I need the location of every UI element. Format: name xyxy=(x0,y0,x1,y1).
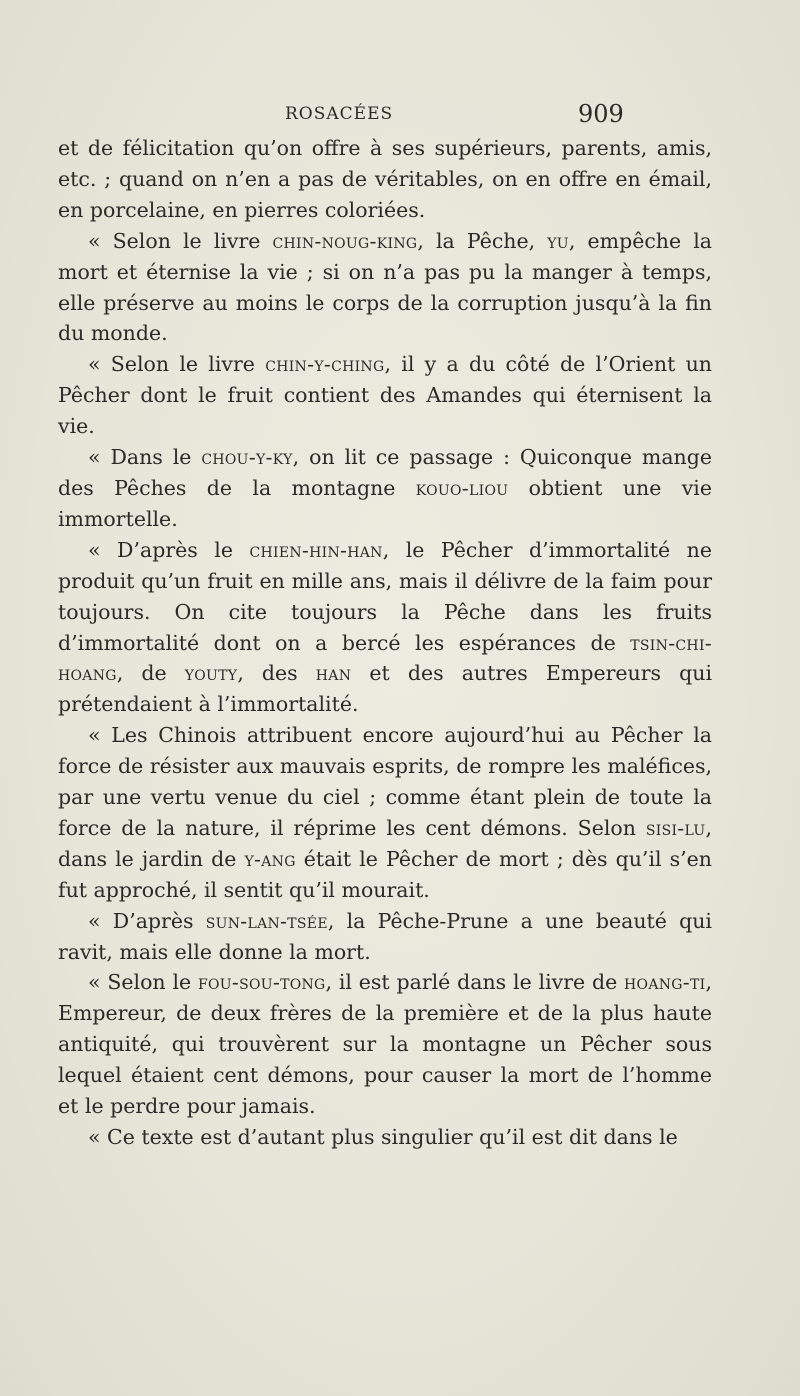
text-run: , dans le jardin de xyxy=(58,815,712,871)
text-run: et de félicitation qu’on offre à ses supérieurs, parents, amis, etc. ; quand on n’en a pas de véritables, on en offre en émail, en porcelaine, en pierres coloriées. xyxy=(58,136,712,222)
small-caps-name: sun-lan-tsée xyxy=(205,908,328,933)
small-caps-name: han xyxy=(315,661,352,686)
page-number: 909 xyxy=(578,100,624,128)
text-run: , il est parlé dans le livre de xyxy=(325,970,625,995)
small-caps-name: chin-noug-king xyxy=(272,228,418,253)
text-run: , il y a du côté de l’Orient un Pêcher dont le fruit contient des Amandes qui éternisent la vie. xyxy=(58,352,712,439)
small-caps-name: yu xyxy=(547,228,569,253)
paragraph xyxy=(58,133,712,226)
text-run: « Selon le livre xyxy=(88,352,266,377)
text-run: « Ce texte est d’autant plus singulier qu’il est dit dans le xyxy=(88,1125,678,1149)
text-run: , la Pêche-Prune a une beauté qui ravit, mais elle donne la mort. xyxy=(58,908,712,964)
running-head xyxy=(0,100,800,130)
paragraph xyxy=(58,906,712,968)
text-run: était le Pêcher de mort ; dès qu’il s’en fut approché, il sentit qu’il mourait. xyxy=(58,846,712,902)
small-caps-name: chou-y-ky xyxy=(201,445,293,470)
paragraph xyxy=(58,226,712,350)
small-caps-name: kouo-liou xyxy=(415,475,509,500)
small-caps-name: chien-hin-han xyxy=(249,537,383,562)
text-run: « Selon le livre xyxy=(88,228,273,253)
small-caps-name: youty xyxy=(184,661,238,686)
text-run: , empêche la mort et éternise la vie ; si on n’a pas pu la manger à temps, elle préserve au moins le corps de la corruption jusqu’à la fin du monde. xyxy=(58,228,713,346)
small-caps-name: chin-y-ching xyxy=(265,352,385,377)
small-caps-name: sisi-lu xyxy=(645,815,706,840)
text-run: « Dans le xyxy=(88,445,202,470)
small-caps-name: tsin-chi-hoang xyxy=(58,630,712,686)
paragraph xyxy=(58,349,712,442)
paragraph xyxy=(58,535,712,720)
text-run: , la Pêche, xyxy=(417,228,548,253)
running-title: ROSACÉES xyxy=(285,104,394,124)
paragraph xyxy=(58,720,712,905)
text-run: obtient une vie immortelle. xyxy=(58,475,712,531)
text-run: « Selon le xyxy=(88,970,198,995)
paragraph xyxy=(58,442,712,535)
paragraph xyxy=(58,967,712,1122)
small-caps-name: hoang-ti xyxy=(624,970,706,995)
text-run: « D’après xyxy=(88,908,206,933)
body-text xyxy=(58,133,712,1153)
text-run: « Les Chinois attribuent encore aujourd’hui au Pêcher la force de résister aux mauvais esprits, de rompre les maléfices, par une vertu venue du ciel ; comme étant plein de toute la force de la nature, il réprime les cent démons. Selon xyxy=(58,723,712,840)
text-run: , le Pêcher d’immortalité ne produit qu’un fruit en mille ans, mais il délivre de la faim pour toujours. On cite toujours la Pêche dans les fruits d’immortalité dont on a bercé les espérances de xyxy=(58,537,712,655)
small-caps-name: y-ang xyxy=(244,846,296,871)
text-run: , on lit ce passage : Quiconque mange des Pêches de la montagne xyxy=(58,445,712,500)
text-run: , Empereur, de deux frères de la première et de la plus haute antiquité, qui trouvèrent sur la montagne un Pêcher sous lequel étaient cent démons, pour causer la mort de l’homme et le perdre pour jamais. xyxy=(58,970,712,1119)
small-caps-name: fou-sou-tong xyxy=(197,970,326,995)
text-run: et des autres Empereurs qui prétendaient à l’immortalité. xyxy=(58,661,712,717)
text-run: , des xyxy=(237,661,316,686)
text-run: « D’après le xyxy=(88,537,250,562)
text-run: , de xyxy=(116,661,185,686)
paragraph xyxy=(58,1122,712,1153)
